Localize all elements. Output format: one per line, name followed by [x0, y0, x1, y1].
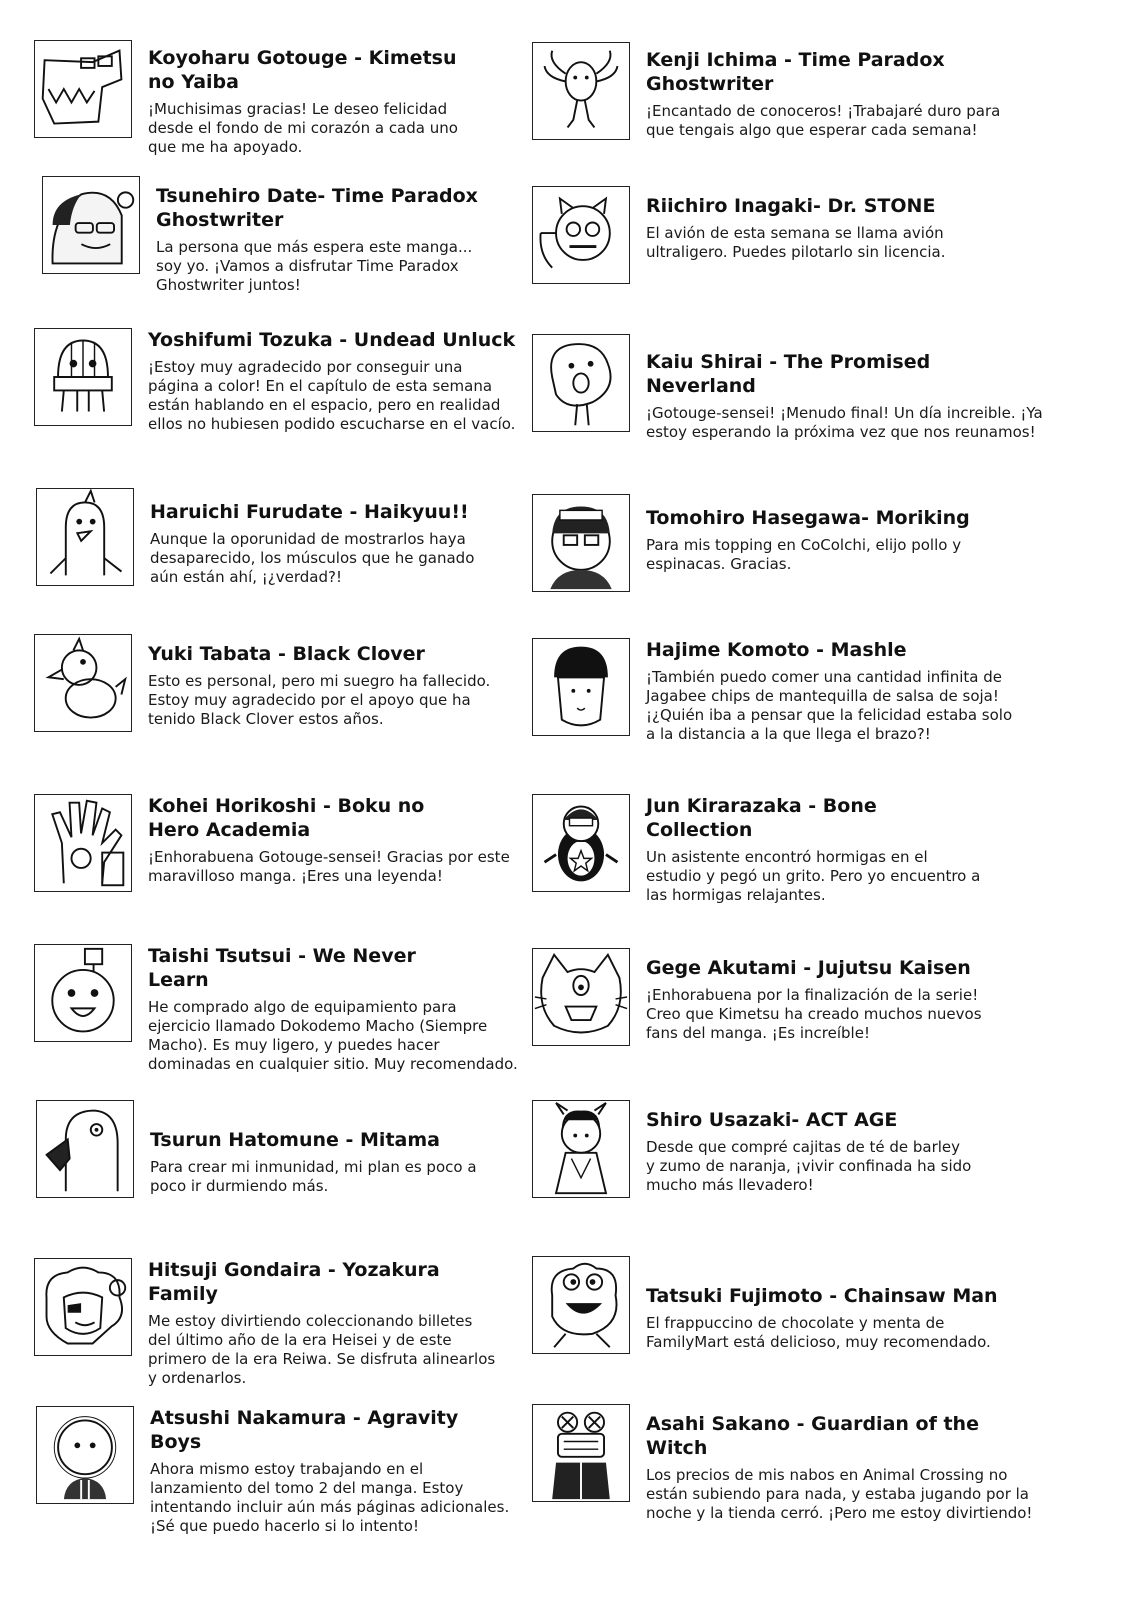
message-line: primero de la era Reiwa. Se disfruta alinearlos — [148, 1350, 496, 1368]
author-comment-entry — [532, 794, 1031, 905]
beanie-creature-icon — [34, 328, 132, 426]
message-line: tenido Black Clover estos años. — [148, 710, 384, 728]
comment-text-block — [148, 1258, 528, 1388]
comment-text-block — [150, 1100, 510, 1196]
author-comment-entry — [34, 1258, 528, 1388]
message-line: FamilyMart está delicioso, muy recomendado. — [646, 1333, 991, 1351]
message-line: están hablando en el espacio, pero en realidad — [148, 396, 501, 414]
author-comment-entry — [532, 948, 1031, 1046]
smiling-face-sign-icon — [34, 944, 132, 1042]
message-line: Aunque la oporunidad de mostrarlos haya — [150, 530, 466, 548]
comment-text-block — [646, 1256, 1031, 1352]
author-name: Yoshifumi Tozuka - Undead Unluck — [148, 329, 516, 351]
author-name: Koyoharu Gotouge - Kimetsu no Yaiba — [148, 47, 457, 93]
surprised-blob-icon — [532, 334, 630, 432]
message-line: He comprado algo de equipamiento para — [148, 998, 457, 1016]
author-message — [646, 668, 1031, 744]
cyclops-cat-icon — [532, 948, 630, 1046]
author-message — [150, 530, 510, 587]
winged-egg-icon — [532, 42, 630, 140]
message-line: maravilloso manga. ¡Eres una leyenda! — [148, 867, 443, 885]
message-line: Desde que compré cajitas de té de barley — [646, 1138, 961, 1156]
message-line: ejercicio llamado Dokodemo Macho (Siempre — [148, 1017, 488, 1035]
message-line: Para crear mi inmunidad, mi plan es poco a — [150, 1158, 477, 1176]
message-line: El avión de esta semana se llama avión — [646, 224, 944, 242]
author-comment-entry — [532, 638, 1031, 744]
comment-text-block — [646, 334, 1061, 442]
author-comment-entry — [34, 40, 483, 157]
message-line: noche y la tienda cerró. ¡Pero me estoy divirtiendo! — [646, 1504, 1033, 1522]
duck-icon — [34, 634, 132, 732]
message-line: soy yo. ¡Vamos a disfrutar Time Paradox — [156, 257, 459, 275]
author-name: Jun Kirarazaka - Bone Collection — [646, 795, 877, 841]
author-message — [150, 1460, 530, 1536]
author-comment-entry — [36, 1100, 510, 1198]
author-comment-entry — [34, 634, 508, 732]
author-comment-entry — [34, 794, 528, 892]
author-message — [148, 1312, 528, 1388]
author-comment-entry — [532, 1100, 1031, 1198]
message-line: lanzamiento del tomo 2 del manga. Estoy — [150, 1479, 464, 1497]
message-line: El frappuccino de chocolate y menta de — [646, 1314, 945, 1332]
message-line: Ghostwriter juntos! — [156, 276, 301, 294]
message-line: página a color! En el capítulo de esta semana — [148, 377, 493, 395]
author-comment-entry — [34, 328, 528, 434]
message-line: ultraligero. Puedes pilotarlo sin licencia. — [646, 243, 946, 261]
message-line: desde el fondo de mi corazón a cada uno — [148, 119, 458, 137]
boy-glasses-icon — [532, 494, 630, 592]
comment-text-block — [646, 948, 1031, 1043]
message-line: Los precios de mis nabos en Animal Crossing no — [646, 1466, 1008, 1484]
author-message — [646, 1466, 1046, 1523]
author-comment-entry — [34, 944, 543, 1074]
bird-costume-icon — [36, 488, 134, 586]
helmet-egg-icon — [532, 638, 630, 736]
comment-text-block — [148, 40, 483, 157]
author-name: Taishi Tsutsui - We Never Learn — [148, 945, 416, 991]
comment-text-block — [646, 1100, 1031, 1195]
author-message — [646, 986, 1031, 1043]
author-name: Riichiro Inagaki- Dr. STONE — [646, 195, 936, 217]
author-message — [646, 848, 1031, 905]
author-comment-entry — [532, 42, 1031, 140]
message-line: La persona que más espera este manga... — [156, 238, 473, 256]
author-name: Yuki Tabata - Black Clover — [148, 643, 425, 665]
author-comment-entry — [532, 334, 1061, 442]
message-line: Para mis topping en CoColchi, elijo pollo y — [646, 536, 962, 554]
author-name: Asahi Sakano - Guardian of the Witch — [646, 1413, 979, 1459]
comment-text-block — [156, 176, 486, 295]
message-line: espinacas. Gracias. — [646, 555, 792, 573]
author-name: Atsushi Nakamura - Agravity Boys — [150, 1407, 459, 1453]
comment-text-block — [150, 1406, 530, 1536]
message-line: Macho). Es muy ligero, y puedes hacer — [148, 1036, 440, 1054]
message-line: Estoy muy agradecido por el apoyo que ha — [148, 691, 471, 709]
message-line: mucho más llevadero! — [646, 1176, 814, 1194]
author-comment-entry — [36, 488, 510, 587]
message-line: ¡También puedo comer una cantidad infinita de — [646, 668, 1002, 686]
author-name: Kaiu Shirai - The Promised Neverland — [646, 351, 931, 397]
author-message — [148, 672, 508, 729]
author-name: Tsurun Hatomune - Mitama — [150, 1129, 440, 1151]
message-line: estoy esperando la próxima vez que nos reunamos! — [646, 423, 1036, 441]
author-message — [646, 536, 1031, 574]
author-message — [148, 998, 543, 1074]
comment-text-block — [148, 634, 508, 729]
author-name: Kenji Ichima - Time Paradox Ghostwriter — [646, 49, 945, 95]
frog-icon — [532, 1256, 630, 1354]
message-line: ¡Enhorabuena Gotouge-sensei! Gracias por este — [148, 848, 510, 866]
message-line: ¡¿Quién iba a pensar que la felicidad estaba solo — [646, 706, 1013, 724]
comment-text-block — [646, 794, 1031, 905]
author-name: Hitsuji Gondaira - Yozakura Family — [148, 1259, 440, 1305]
round-head-icon — [36, 1406, 134, 1504]
message-line: Esto es personal, pero mi suegro ha fallecido. — [148, 672, 491, 690]
message-line: dominadas en cualquier sitio. Muy recomendado. — [148, 1055, 518, 1073]
author-message — [646, 102, 1031, 140]
author-comment-entry — [532, 1404, 1046, 1523]
message-line: intentando incluir aún más páginas adicionales. — [150, 1498, 510, 1516]
message-line: ¡Muchisimas gracias! Le deseo felicidad — [148, 100, 448, 118]
author-message — [646, 404, 1061, 442]
comment-text-block — [646, 494, 1031, 574]
message-line: que tengais algo que esperar cada semana! — [646, 121, 978, 139]
message-line: ¡Gotouge-sensei! ¡Menudo final! Un día increible. ¡Ya — [646, 404, 1043, 422]
author-comment-entry — [42, 176, 486, 295]
author-message — [156, 238, 486, 295]
message-line: Me estoy divirtiendo coleccionando billetes — [148, 1312, 473, 1330]
author-message — [646, 1138, 1031, 1195]
message-line: ellos no hubiesen podido escucharse en el vacío. — [148, 415, 516, 433]
comment-text-block — [646, 1404, 1046, 1523]
author-comment-entry — [532, 186, 1031, 284]
author-name: Tsunehiro Date- Time Paradox Ghostwriter — [156, 185, 478, 231]
author-name: Gege Akutami - Jujutsu Kaisen — [646, 957, 971, 979]
comment-text-block — [646, 42, 1031, 140]
hand-icon — [34, 794, 132, 892]
message-line: desaparecido, los músculos que he ganado — [150, 549, 475, 567]
author-comment-entry — [36, 1406, 530, 1536]
author-name: Tomohiro Hasegawa- Moriking — [646, 507, 970, 529]
message-line: poco ir durmiendo más. — [150, 1177, 329, 1195]
comment-text-block — [148, 794, 528, 886]
message-line: ¡Estoy muy agradecido por conseguir una — [148, 358, 463, 376]
message-line: Creo que Kimetsu ha creado muchos nuevos — [646, 1005, 982, 1023]
author-comment-entry — [532, 494, 1031, 592]
message-line: ¡Enhorabuena por la finalización de la serie! — [646, 986, 979, 1004]
crocodile-glasses-icon — [34, 40, 132, 138]
message-line: Jagabee chips de mantequilla de salsa de soja! — [646, 687, 999, 705]
author-message — [148, 358, 528, 434]
sheep-icon — [34, 1258, 132, 1356]
author-comment-entry — [532, 1256, 1031, 1354]
author-message — [646, 1314, 1031, 1352]
penguin-icon — [532, 794, 630, 892]
author-name: Hajime Komoto - Mashle — [646, 639, 907, 661]
comment-text-block — [646, 186, 1031, 262]
comment-text-block — [148, 328, 528, 434]
author-message — [150, 1158, 510, 1196]
message-line: que me ha apoyado. — [148, 138, 303, 156]
message-line: las hormigas relajantes. — [646, 886, 826, 904]
message-line: Ahora mismo estoy trabajando en el — [150, 1460, 424, 1478]
comment-text-block — [150, 488, 510, 587]
author-message — [646, 224, 1031, 262]
message-line: y zumo de naranja, ¡vivir confinada ha sido — [646, 1157, 972, 1175]
message-line: ¡Sé que puedo hacerlo si lo intento! — [150, 1517, 419, 1535]
author-name: Kohei Horikoshi - Boku no Hero Academia — [148, 795, 425, 841]
comment-text-block — [148, 944, 543, 1074]
comment-text-block — [646, 638, 1031, 744]
author-name: Shiro Usazaki- ACT AGE — [646, 1109, 898, 1131]
message-line: y ordenarlos. — [148, 1369, 247, 1387]
message-line: fans del manga. ¡Es increíble! — [646, 1024, 870, 1042]
author-message — [148, 848, 528, 886]
author-name: Tatsuki Fujimoto - Chainsaw Man — [646, 1285, 998, 1307]
message-line: Un asistente encontró hormigas en el — [646, 848, 928, 866]
message-line: aún están ahí, ¡¿verdad?! — [150, 568, 342, 586]
author-name: Haruichi Furudate - Haikyuu!! — [150, 501, 469, 523]
pigeon-icon — [36, 1100, 134, 1198]
masked-cat-icon — [532, 186, 630, 284]
message-line: ¡Encantado de conoceros! ¡Trabajaré duro para — [646, 102, 1001, 120]
message-line: a la distancia a la que llega el brazo?! — [646, 725, 931, 743]
message-line: están subiendo para nada, y estaba jugando por la — [646, 1485, 1029, 1503]
bald-man-glasses-icon — [42, 176, 140, 274]
horned-girl-icon — [532, 1100, 630, 1198]
author-message — [148, 100, 483, 157]
x-eyes-mask-icon — [532, 1404, 630, 1502]
message-line: estudio y pegó un grito. Pero yo encuentro a — [646, 867, 981, 885]
message-line: del último año de la era Heisei y de este — [148, 1331, 452, 1349]
